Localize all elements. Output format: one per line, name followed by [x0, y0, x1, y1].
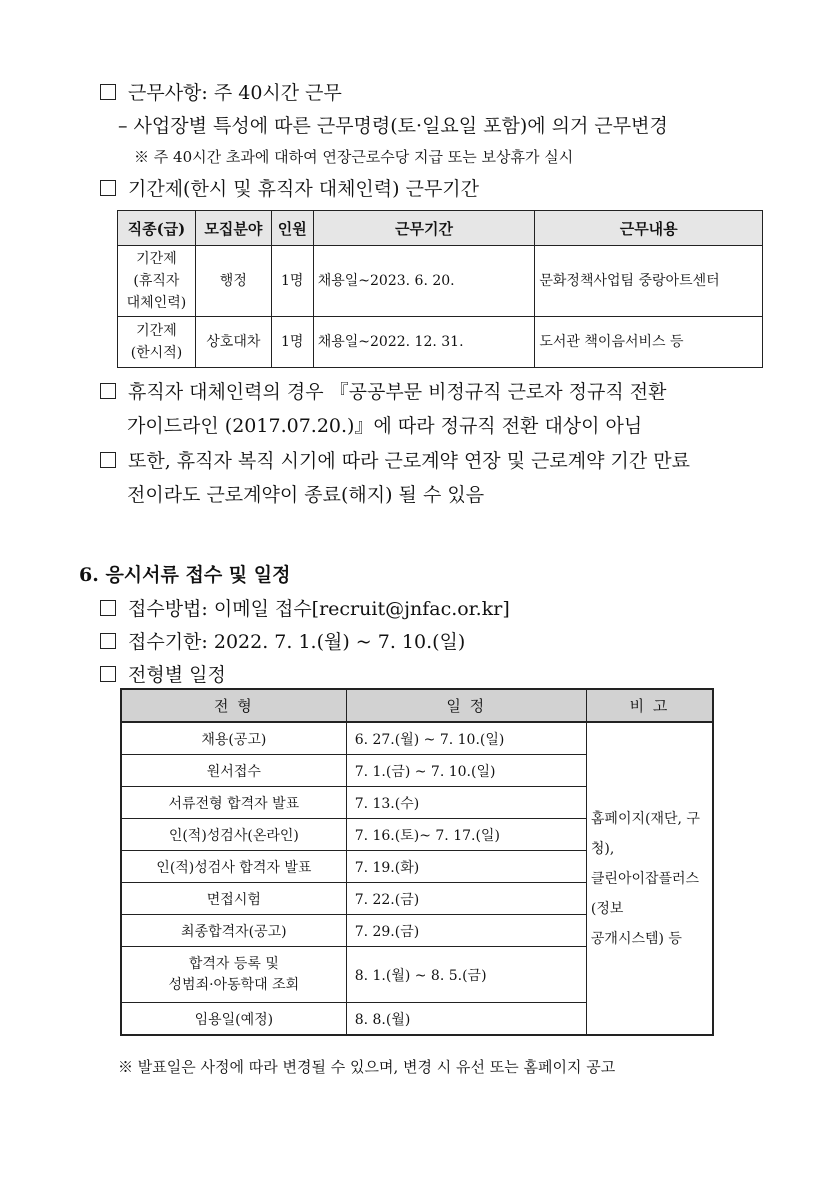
cell-stage: 임용일(예정) — [121, 1003, 346, 1036]
notice-2 — [100, 446, 690, 473]
cell-field: 상호대차 — [195, 317, 271, 368]
period-title-text: 기간제(한시 및 휴직자 대체인력) 근무기간 — [128, 178, 480, 200]
table-row — [118, 317, 763, 368]
cell-date: 7. 29.(금) — [346, 915, 586, 947]
notice-1-line2: 가이드라인 (2017.07.20.)』에 따라 정규직 전환 대상이 아님 — [127, 415, 643, 437]
table-row — [118, 246, 763, 317]
cell-type-line: 기간제 — [136, 251, 177, 267]
cell-remark — [586, 722, 713, 1035]
notice-1-line1: 휴직자 대체인력의 경우 『공공부문 비정규직 근로자 정규직 전환 — [128, 381, 667, 403]
cell-content: 도서관 책이음서비스 등 — [535, 317, 763, 368]
cell-period: 채용일~2023. 6. 20. — [313, 246, 535, 317]
cell-stage: 최종합격자(공고) — [121, 915, 346, 947]
cell-stage: 원서접수 — [121, 755, 346, 787]
header-type: 직종(급) — [118, 211, 196, 246]
cell-stage: 인(적)성검사 합격자 발표 — [121, 851, 346, 883]
checkbox-icon — [100, 84, 116, 100]
application-deadline-text: 접수기한: 2022. 7. 1.(월) ~ 7. 10.(일) — [128, 631, 466, 653]
cell-date: 7. 19.(화) — [346, 851, 586, 883]
period-title-item — [100, 174, 479, 201]
header-content: 근무내용 — [535, 211, 763, 246]
checkbox-icon — [100, 633, 116, 649]
cell-type — [118, 317, 196, 368]
cell-date: 7. 22.(금) — [346, 883, 586, 915]
schedule-table — [120, 688, 714, 1036]
section-6-title: 6. 응시서류 접수 및 일정 — [79, 564, 291, 586]
cell-count: 1명 — [271, 317, 313, 368]
application-method-text: 접수방법: 이메일 접수[recruit@jnfac.or.kr] — [128, 598, 510, 620]
cell-date: 7. 16.(토)~ 7. 17.(일) — [346, 819, 586, 851]
schedule-title — [100, 660, 226, 687]
header-stage: 전 형 — [121, 689, 346, 722]
cell-field: 행정 — [195, 246, 271, 317]
cell-stage — [121, 947, 346, 1003]
header-count: 인원 — [271, 211, 313, 246]
header-remark: 비 고 — [586, 689, 713, 722]
cell-type-line: 대체인력) — [126, 295, 187, 311]
period-table — [117, 210, 763, 368]
work-hours-detail: – 사업장별 특성에 따른 근무명령(토·일요일 포함)에 의거 근무변경 — [118, 115, 668, 137]
cell-stage: 채용(공고) — [121, 722, 346, 755]
notice-1 — [100, 377, 666, 404]
checkbox-icon — [100, 383, 116, 399]
cell-date: 7. 1.(금) ~ 7. 10.(일) — [346, 755, 586, 787]
notice-2-line2: 전이라도 근로계약이 종료(해지) 될 수 있음 — [127, 484, 485, 506]
cell-type-line: (한시적) — [130, 345, 183, 361]
cell-period: 채용일~2022. 12. 31. — [313, 317, 535, 368]
checkbox-icon — [100, 180, 116, 196]
cell-type-line: (휴직자 — [133, 273, 180, 289]
work-hours-note: ※ 주 40시간 초과에 대하여 연장근로수당 지급 또는 보상휴가 실시 — [134, 148, 574, 166]
cell-date: 6. 27.(월) ~ 7. 10.(일) — [346, 722, 586, 755]
cell-date: 8. 1.(월) ~ 8. 5.(금) — [346, 947, 586, 1003]
cell-date: 8. 8.(월) — [346, 1003, 586, 1036]
header-period: 근무기간 — [313, 211, 535, 246]
table-row — [121, 722, 713, 755]
checkbox-icon — [100, 666, 116, 682]
cell-stage-line: 합격자 등록 및 — [188, 955, 279, 972]
checkbox-icon — [100, 452, 116, 468]
cell-type — [118, 246, 196, 317]
work-hours-text: 근무사항: 주 40시간 근무 — [128, 82, 342, 104]
remark-line: 공개시스템) 등 — [590, 930, 682, 947]
footnote: ※ 발표일은 사정에 따라 변경될 수 있으며, 변경 시 유선 또는 홈페이지 공고 — [118, 1058, 616, 1076]
cell-stage-line: 성범죄·아동학대 조회 — [168, 976, 300, 993]
cell-content: 문화정책사업팀 중랑아트센터 — [535, 246, 763, 317]
application-deadline — [100, 627, 465, 654]
cell-type-line: 기간제 — [136, 323, 177, 339]
checkbox-icon — [100, 600, 116, 616]
header-date: 일 정 — [346, 689, 586, 722]
application-method — [100, 594, 510, 621]
cell-count: 1명 — [271, 246, 313, 317]
work-hours-item — [100, 78, 342, 105]
schedule-title-text: 전형별 일정 — [128, 664, 226, 686]
remark-line: 클린아이잡플러스(정보 — [590, 870, 700, 917]
cell-stage: 면접시험 — [121, 883, 346, 915]
cell-stage: 인(적)성검사(온라인) — [121, 819, 346, 851]
notice-2-line1: 또한, 휴직자 복직 시기에 따라 근로계약 연장 및 근로계약 기간 만료 — [128, 450, 690, 472]
remark-line: 홈페이지(재단, 구청), — [590, 810, 700, 857]
cell-stage: 서류전형 합격자 발표 — [121, 787, 346, 819]
schedule-table-header — [121, 689, 713, 722]
period-table-header — [118, 211, 763, 246]
header-field: 모집분야 — [195, 211, 271, 246]
cell-date: 7. 13.(수) — [346, 787, 586, 819]
